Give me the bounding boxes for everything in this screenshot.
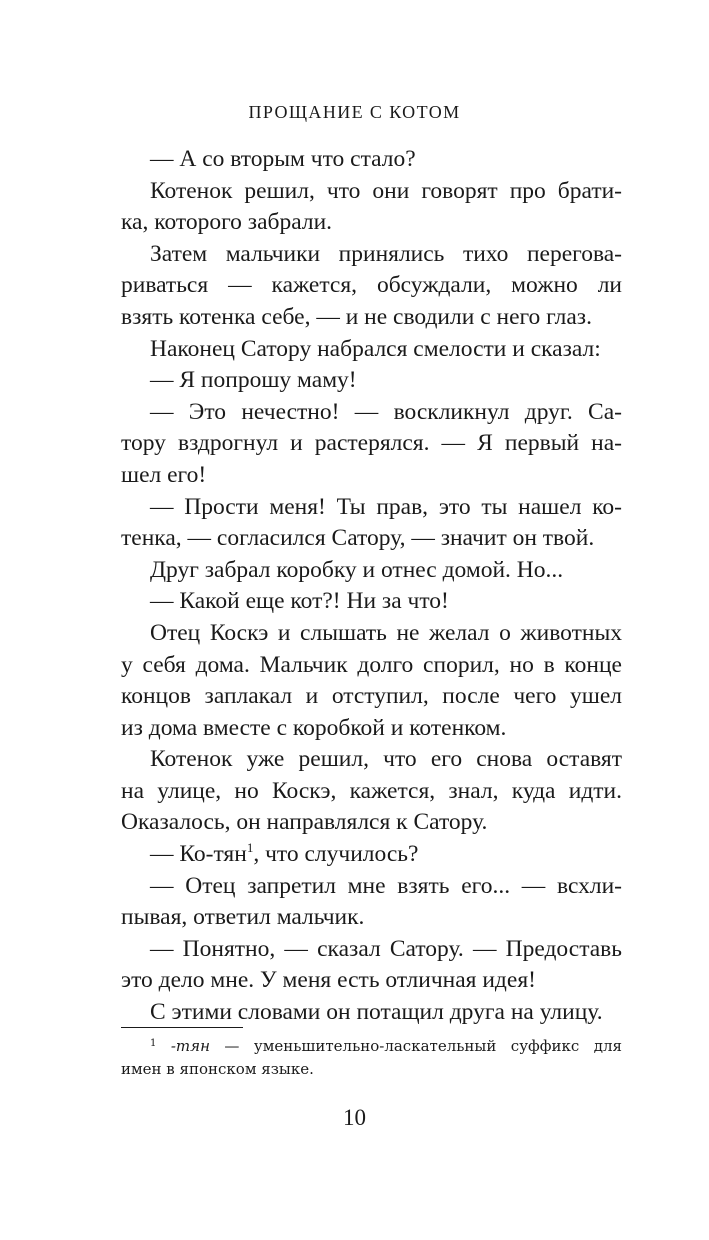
text-line: Затем мальчики принялись тихо перегова- [150,240,622,267]
footnote-line [121,1035,622,1058]
text-line: пывая, ответил мальчик. [121,904,365,931]
text-line: — Я попрошу маму! [150,367,357,394]
text-line: тенка, — согласился Сатору, — значит он твой. [121,525,595,552]
text-line: С этими словами он потащил друга на улицу. [150,999,603,1026]
footnote-marker: 1 [150,1038,157,1049]
page-number: 10 [343,1105,366,1130]
footnote-line: имен в японском языке. [121,1060,314,1078]
text-line: шел его! [121,461,207,488]
text-line: это дело мне. У меня есть отличная идея! [121,967,536,994]
text-fragment: , что случилось? [253,841,419,868]
text-line: Оказалось, он направлялся к Сатору. [121,809,488,836]
text-line: у себя дома. Мальчик долго спорил, но в конце [121,651,622,678]
text-line: Котенок уже решил, что его снова оставят [150,746,622,773]
text-line: из дома вместе с коробкой и котенком. [121,714,507,741]
footnote [121,1035,622,1081]
text-line: — А со вторым что стало? [150,146,416,172]
text-line: — Какой еще кот?! Ни за что! [150,588,449,615]
text-line: ка, которого забрали. [121,209,333,236]
text-line: на улице, но Коскэ, кажется, знал, куда идти. [121,777,622,804]
text-fragment: — Ко-тян [150,841,247,868]
text-line-with-footnote-ref [121,839,622,871]
text-line: Друг забрал коробку и отнес домой. Но... [150,556,564,583]
footnote-text: — уменьшительно-ласкательный суффикс для [209,1037,622,1055]
text-line: Котенок решил, что они говорят про брати- [150,177,622,204]
footnote-reference[interactable]: 1 [246,840,254,856]
text-line: риваться — кажется, обсуждали, можно ли [121,272,622,299]
text-line: — Это нечестно! — воскликнул друг. Са- [150,398,622,425]
text-line: тору вздрогнул и растерялся. — Я первый на- [121,430,622,457]
running-head: ПРОЩАНИЕ С КОТОМ [248,102,461,122]
text-line: — Отец запретил мне взять его... — всхли- [150,872,622,899]
footnote-divider [121,1027,243,1028]
text-line: — Понятно, — сказал Сатору. — Предоставь [150,935,622,962]
text-line: Отец Коскэ и слышать не желал о животных [150,619,622,646]
footnote-term: -тян [170,1037,210,1055]
text-line: — Прости меня! Ты прав, это ты нашел ко- [150,493,622,520]
body-text [121,144,622,1029]
text-line: Наконец Сатору набрался смелости и сказал: [150,335,601,362]
text-line: взять котенка себе, — и не сводили с него глаз. [121,303,592,330]
text-line: концов заплакал и отступил, после чего ушел [121,683,622,710]
